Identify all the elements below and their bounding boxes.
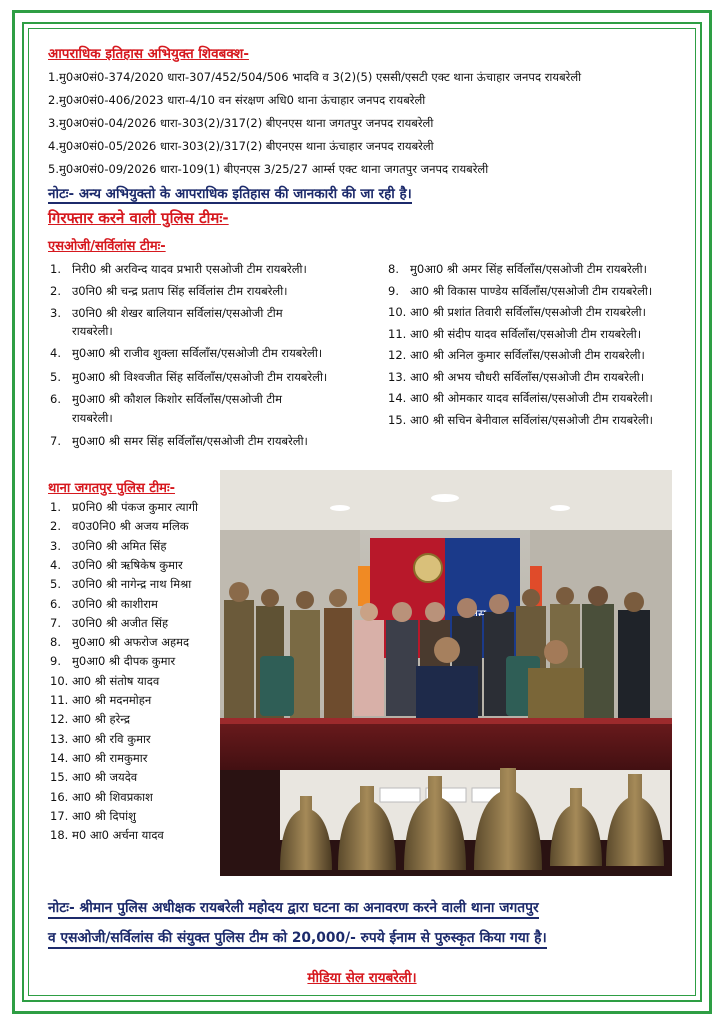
team-member-row	[388, 327, 641, 342]
team-member-row	[388, 262, 647, 277]
team-member-number: 8.	[50, 635, 61, 650]
reward-note-line2: व एसओजी/सर्विलांस की संयुक्त पुलिस टीम को 20,000/- रुपये ईनाम से पुरुस्कृत किया गया है।	[48, 928, 547, 949]
team-member-name: रायबरेली।	[72, 411, 113, 425]
team-member-name: आ0 श्री संदीप यादव सर्विलाँस/एसओजी टीम रायबरेली।	[410, 326, 642, 341]
team-member-row	[50, 370, 327, 385]
team-member-name: मु0आ0 श्री अमर सिंह सर्विलाँस/एसओजी टीम रायबरेली।	[410, 262, 647, 276]
team-member-number: 14.	[50, 750, 69, 765]
team-member-name: मु0आ0 श्री कौशल किशोर सर्विलाँस/एसओजी टीम	[72, 392, 283, 406]
team-member-name: आ0 श्री अभय चौधरी सर्विलाँस/एसओजी टीम रायबरेली।	[410, 369, 645, 384]
team-member-number: 3.	[50, 306, 61, 320]
media-cell-footer: मीडिया सेल रायबरेली।	[307, 970, 417, 986]
team-member-name: आ0 श्री अनिल कुमार सर्विलाँस/एसओजी टीम रायबरेली।	[410, 348, 645, 362]
team-member-row	[50, 674, 159, 689]
team-member-name: आ0 श्री प्रशांत तिवारी सर्विलाँस/एसओजी टीम रायबरेली।	[410, 305, 646, 319]
team-member-row	[50, 828, 164, 843]
team-member-number: 6.	[50, 392, 61, 406]
team-member-number: 6.	[50, 596, 61, 611]
team-member-number: 17.	[50, 808, 69, 823]
team-member-name: रायबरेली।	[72, 324, 113, 338]
team-member-name: उ0नि0 श्री शेखर बालियान सर्विलांस/एसओजी टीम	[72, 306, 283, 320]
team-member-name: आ0 श्री विकास पाण्डेय सर्विलाँस/एसओजी टीम रायबरेली।	[410, 283, 653, 298]
team-member-number: 13.	[50, 731, 69, 746]
team-member-row	[388, 391, 653, 406]
team-member-name: आ0 श्री ओमकार यादव सर्विलांस/एसओजी टीम रायबरेली।	[410, 391, 653, 405]
team-member-number: 2.	[50, 519, 61, 534]
team-member-row	[50, 751, 147, 766]
team-member-name: आ0 श्री रवि कुमार	[72, 731, 151, 746]
team-member-number: 2.	[50, 284, 61, 298]
criminal-case-item: 4.मु0अ0सं0-05/2026 धारा-303(2)/317(2) बीएनएस थाना ऊंचाहार जनपद रायबरेली	[48, 139, 434, 153]
team-member-row	[388, 305, 646, 320]
team-member-row	[50, 577, 191, 592]
criminal-history-note: नोटः- अन्य अभियुक्तो के आपराधिक इतिहास की जानकारी की जा रही है।	[48, 186, 412, 202]
team-member-name: उ0नि0 श्री नागेन्द्र नाथ मिश्रा	[72, 577, 192, 592]
team-member-name: उ0नि0 श्री काशीराम	[72, 596, 158, 611]
team-member-name: उ0नि0 श्री अजीत सिंह	[72, 615, 169, 630]
team-member-name: आ0 श्री हरेन्द्र	[72, 712, 130, 727]
team-member-number: 18.	[50, 828, 69, 843]
team-member-name: आ0 श्री सचिन बेनीवाल सर्विलांस/एसओजी टीम रायबरेली।	[410, 412, 654, 427]
team-member-row	[50, 809, 136, 824]
team-member-number	[50, 411, 72, 426]
sog-team-heading: एसओजी/सर्विलांस टीमः-	[48, 239, 166, 254]
team-member-row	[50, 616, 168, 631]
team-member-name: आ0 श्री संतोष यादव	[72, 673, 160, 688]
team-member-row	[50, 558, 183, 573]
reward-note-line1: नोटः- श्रीमान पुलिस अधीक्षक रायबरेली महोदय द्वारा घटना का अनावरण करने वाली थाना जगतपुर	[48, 898, 539, 919]
team-member-name: मु0आ0 श्री अफरोज अहमद	[72, 635, 190, 650]
team-member-number: 1.	[50, 262, 61, 276]
team-member-number: 16.	[50, 789, 69, 804]
team-member-number: 11.	[388, 326, 407, 341]
team-member-name: प्र0नि0 श्री पंकज कुमार त्यागी	[72, 500, 199, 514]
team-member-row	[388, 348, 645, 363]
team-member-name: उ0नि0 श्री अमित सिंह	[72, 538, 167, 553]
team-member-row	[50, 262, 307, 277]
team-member-row	[50, 654, 175, 669]
team-member-name: मु0आ0 श्री राजीव शुक्ला सर्विलाँस/एसओजी टीम रायबरेली।	[72, 346, 323, 360]
team-member-row	[50, 539, 166, 554]
team-member-row	[388, 284, 652, 299]
press-conference-photo	[220, 470, 672, 876]
team-member-row	[50, 392, 282, 407]
team-member-row	[50, 411, 113, 426]
team-member-row	[50, 500, 198, 515]
team-member-number: 15.	[50, 770, 69, 785]
team-member-number: 9.	[50, 654, 61, 669]
team-member-number: 1.	[50, 500, 61, 514]
team-member-number: 10.	[388, 305, 407, 319]
team-member-number: 10.	[50, 673, 69, 688]
team-member-number: 13.	[388, 369, 407, 384]
team-member-name: निरी0 श्री अरविन्द यादव प्रभारी एसओजी टीम रायबरेली।	[72, 262, 307, 276]
team-member-name: आ0 श्री शिवप्रकाश	[72, 789, 153, 804]
team-member-row	[50, 770, 137, 785]
team-member-number: 5.	[50, 370, 61, 384]
team-member-name: आ0 श्री जयदेव	[72, 770, 138, 785]
team-member-name: व0उ0नि0 श्री अजय मलिक	[72, 519, 189, 534]
team-member-row	[50, 306, 283, 321]
team-member-number: 4.	[50, 557, 61, 572]
team-member-number: 9.	[388, 283, 399, 298]
press-photo-illustration	[220, 470, 672, 876]
team-member-number: 12.	[50, 712, 69, 727]
team-member-name: आ0 श्री दिपांशु	[72, 808, 136, 823]
team-member-row	[388, 370, 644, 385]
team-member-name: उ0नि0 श्री चन्द्र प्रताप सिंह सर्विलांस टीम रायबरेली।	[72, 284, 288, 298]
team-member-row	[50, 693, 151, 708]
sog-team-list-left	[50, 262, 350, 452]
team-member-name: आ0 श्री रामकुमार	[72, 750, 148, 765]
team-member-row	[50, 790, 153, 805]
team-member-row	[50, 324, 113, 339]
sog-team-list-right	[388, 262, 688, 432]
team-member-name: उ0नि0 श्री ऋषिकेष कुमार	[72, 557, 183, 572]
team-member-row	[388, 413, 653, 428]
team-member-row	[50, 346, 322, 361]
team-member-name: म0 आ0 अर्चना यादव	[72, 828, 164, 843]
criminal-case-item: 5.मु0अ0सं0-09/2026 धारा-109(1) बीएनएस 3/25/27 आर्म्स एक्ट थाना जगतपुर जनपद रायबरेली	[48, 162, 489, 176]
arrest-team-heading: गिरफ्तार करने वाली पुलिस टीमः-	[48, 209, 229, 227]
team-member-row	[50, 635, 189, 650]
team-member-name: मु0आ0 श्री दीपक कुमार	[72, 654, 176, 669]
team-member-number: 7.	[50, 615, 61, 630]
team-member-name: आ0 श्री मदनमोहन	[72, 693, 152, 707]
team-member-row	[50, 712, 130, 727]
team-member-number: 3.	[50, 538, 61, 553]
team-member-number: 8.	[388, 262, 399, 276]
team-member-number: 5.	[50, 577, 61, 592]
jagatpur-team-list	[50, 500, 220, 850]
team-member-row	[50, 597, 158, 612]
team-member-number	[50, 324, 72, 339]
criminal-case-item: 2.मु0अ0सं0-406/2023 धारा-4/10 वन संरक्षण अधि0 थाना ऊंचाहार जनपद रायबरेली	[48, 93, 426, 107]
team-member-number: 15.	[388, 412, 407, 427]
team-member-row	[50, 284, 288, 299]
jagatpur-team-heading: थाना जगतपुर पुलिस टीमः-	[48, 481, 175, 496]
team-member-number: 11.	[50, 693, 69, 707]
team-member-number: 7.	[50, 434, 61, 448]
team-member-row	[50, 519, 189, 534]
team-member-name: मु0आ0 श्री विश्वजीत सिंह सर्विलाँस/एसओजी टीम रायबरेली।	[72, 370, 328, 384]
team-member-number: 4.	[50, 346, 61, 360]
criminal-case-item: 3.मु0अ0सं0-04/2026 धारा-303(2)/317(2) बीएनएस थाना जगतपुर जनपद रायबरेली	[48, 116, 434, 130]
team-member-name: मु0आ0 श्री समर सिंह सर्विलाँस/एसओजी टीम रायबरेली।	[72, 434, 308, 448]
team-member-number: 14.	[388, 391, 407, 405]
criminal-history-heading: आपराधिक इतिहास अभियुक्त शिवबक्श-	[48, 46, 249, 62]
team-member-number: 12.	[388, 348, 407, 362]
team-member-row	[50, 434, 308, 449]
criminal-case-item: 1.मु0अ0सं0-374/2020 धारा-307/452/504/506 भादवि व 3(2)(5) एससी/एसटी एक्ट थाना ऊंचाहार जनपद रायबरेली	[48, 70, 582, 84]
team-member-row	[50, 732, 151, 747]
